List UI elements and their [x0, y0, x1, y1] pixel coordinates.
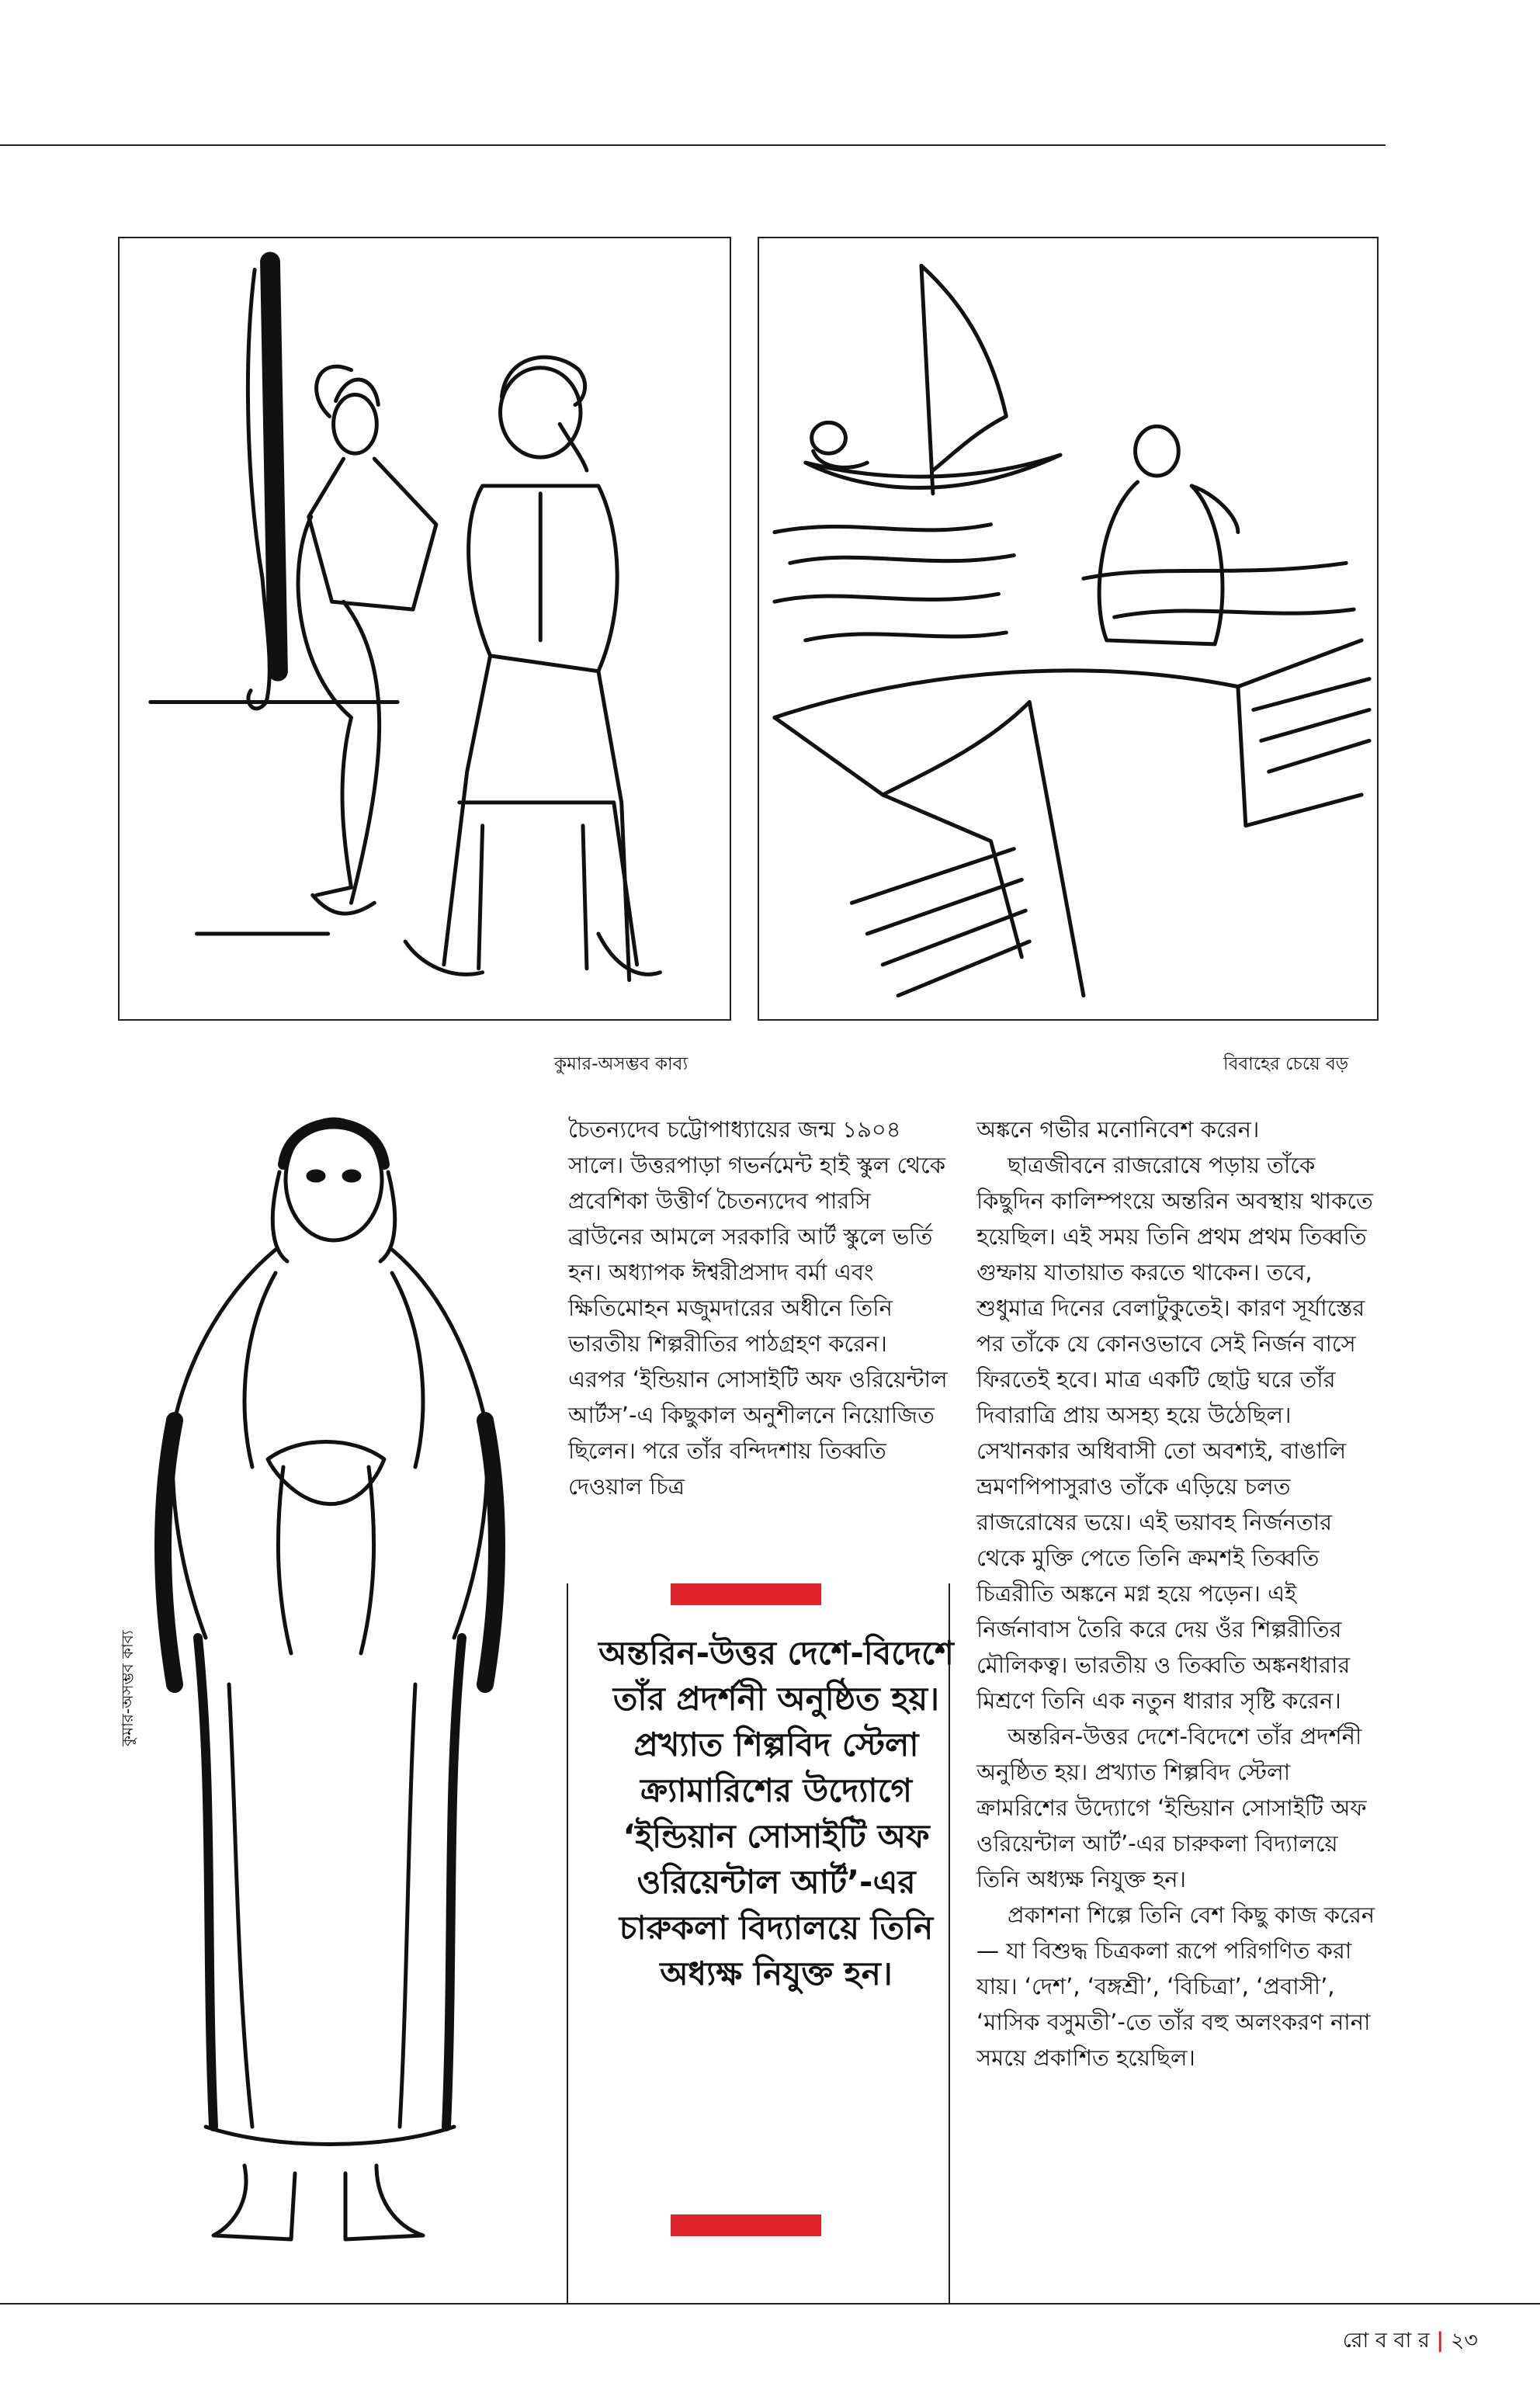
text-column-2 [976, 1112, 1380, 2076]
pullquote: অন্তরিন-উত্তর দেশে-বিদেশে তাঁর প্রদর্শনী অনুষ্ঠিত হয়। প্রখ্যাত শিল্পবিদ স্টেলা ক্র্যামারিশের উদ্যোগে ‘ইন্ডিয়ান সোসাইটি অফ ওরিয়েন্টাল আর্ট’-এর চারুকলা বিদ্যালয়ে তিনি অধ্যক্ষ নিযুক্ত হন। [598, 1634, 954, 1992]
paragraph: অঙ্কনে গভীর মনোনিবেশ করেন। [976, 1116, 1260, 1143]
caption-standing-figure: কুমার-অসম্ভব কাব্য [118, 1630, 137, 1746]
caption-right-illustration: বিবাহের চেয়ে বড় [1223, 1054, 1349, 1074]
paragraph: ছাত্রজীবনে রাজরোষে পড়ায় তাঁকে কিছুদিন কালিম্পংয়ে অন্তরিন অবস্থায় থাকতে হয়েছিল। এই সময় তিনি প্রথম প্রথম তিব্বতি গুম্ফায় যাতায়াত করতে থাকেন। তবে, শুধুমাত্র দিনের বেলাটুকুতেই। কারণ সূর্যাস্তের পর তাঁকে যে কোনওভাবে সেই নির্জন বাসে ফিরতেই হবে। মাত্র একটি ছোট্ট ঘরে তাঁর দিবারাত্রি প্রায় অসহ্য হয়ে উঠেছিল। সেখানকার অধিবাসী তো অবশ্যই, বাঙালি ভ্রমণপিপাসুরাও তাঁকে এড়িয়ে চলত রাজরোষের ভয়ে। এই ভয়াবহ নির্জনতার থেকে মুক্তি পেতে তিনি ক্রমশই তিব্বতি চিত্ররীতি অঙ্কনে মগ্ন হয়ে পড়েন। এই নির্জনাবাস তৈরি করে দেয় ওঁর শিল্পরীতির মৌলিকত্ব। ভারতীয় ও তিব্বতি অঙ্কনধারার মিশ্রণে তিনি এক নতুন ধারার সৃষ্টি করেন। [976, 1152, 1373, 1714]
folio-separator: | [1436, 2329, 1445, 2353]
illustration-couple [118, 237, 731, 1021]
pullquote-top-bar [671, 1583, 821, 1605]
magazine-name: রো ব বা র [1342, 2329, 1430, 2353]
column-divider-left [567, 1583, 568, 2303]
paragraph: চৈতন্যদেব চট্টোপাধ্যায়ের জন্ম ১৯০৪ সালে। উত্তরপাড়া গভর্নমেন্ট হাই স্কুল থেকে প্রবেশিকা উত্তীর্ণ চৈতন্যদেব পারসি ব্রাউনের আমলে সরকারি আর্ট স্কুলে ভর্তি হন। অধ্যাপক ঈশ্বরীপ্রসাদ বর্মা এবং ক্ষিতিমোহন মজুমদারের অধীনে তিনি ভারতীয় শিল্পরীতির পাঠগ্রহণ করেন। এরপর ‘ইন্ডিয়ান সোসাইটি অফ ওরিয়েন্টাল আর্টস’-এ কিছুকাল অনুশীলনে নিয়োজিত ছিলেন। পরে তাঁর বন্দিদশায় তিব্বতি দেওয়াল চিত্র [568, 1116, 948, 1500]
text-column-1 [568, 1112, 949, 1504]
paragraph: প্রকাশনা শিল্পে তিনি বেশ কিছু কাজ করেন— যা বিশুদ্ধ চিত্রকলা রূপে পরিগণিত করা যায়। ‘দেশ’, ‘বঙ্গশ্রী’, ‘বিচিত্রা’, ‘প্রবাসী’, ‘মাসিক বসুমতী’-তে তাঁর বহু অলংকরণ নানা সময়ে প্রকাশিত হয়েছিল। [976, 1902, 1375, 2071]
illustration-standing-woman [120, 1094, 555, 2274]
page-folio [1343, 2325, 1478, 2360]
page-number: ২৩ [1450, 2329, 1478, 2353]
top-rule [0, 144, 1386, 146]
paragraph: অন্তরিন-উত্তর দেশে-বিদেশে তাঁর প্রদর্শনী অনুষ্ঠিত হয়। প্রখ্যাত শিল্পবিদ স্টেলা ক্রামরিশের উদ্যোগে ‘ইন্ডিয়ান সোসাইটি অফ ওরিয়েন্টাল আর্ট’-এর চারুকলা বিদ্যালয়ে তিনি অধ্যক্ষ নিযুক্ত হন। [976, 1723, 1367, 1892]
caption-left-illustration: কুমার-অসম্ভব কাব্য [554, 1054, 688, 1074]
illustration-ghat [758, 237, 1379, 1021]
pullquote-bottom-bar [671, 2214, 821, 2236]
bottom-rule [0, 2303, 1540, 2305]
